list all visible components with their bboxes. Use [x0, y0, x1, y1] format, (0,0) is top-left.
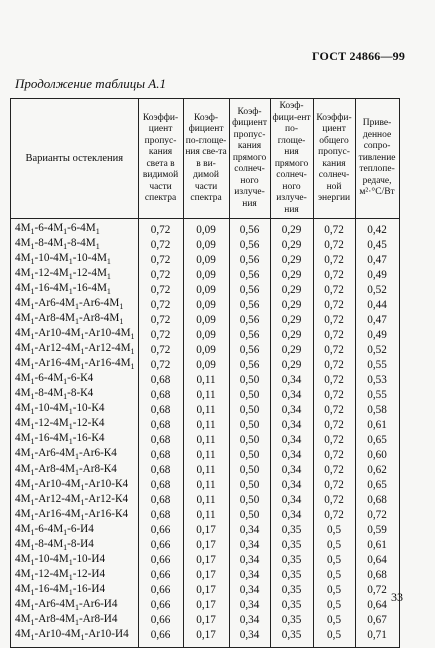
glazing-variant-cell: $4М_1-16-4М_1-16-И4$ — [11, 584, 139, 599]
table-row — [11, 448, 400, 463]
value-cell: 0,66 — [138, 599, 183, 614]
value-cell: 0,68 — [138, 479, 183, 494]
value-cell: 0,66 — [138, 539, 183, 554]
value-cell: 0,5 — [313, 599, 355, 614]
value-cell: 0,66 — [138, 629, 183, 648]
value-cell: 0,09 — [183, 253, 229, 268]
value-cell: 0,34 — [270, 494, 313, 509]
value-cell: 0,66 — [138, 524, 183, 539]
value-cell: 0,11 — [183, 403, 229, 418]
value-cell: 0,72 — [313, 494, 355, 509]
table-row — [11, 599, 400, 614]
value-cell: 0,11 — [183, 418, 229, 433]
table-row — [11, 238, 400, 253]
value-cell: 0,68 — [138, 433, 183, 448]
value-cell: 0,11 — [183, 448, 229, 463]
value-cell: 0,09 — [183, 298, 229, 313]
value-cell: 0,11 — [183, 509, 229, 524]
value-cell: 0,72 — [138, 253, 183, 268]
value-cell: 0,72 — [313, 433, 355, 448]
value-cell: 0,50 — [229, 373, 270, 388]
value-cell: 0,72 — [138, 328, 183, 343]
standard-number: ГОСТ 24866—99 — [312, 49, 406, 63]
value-cell: 0,29 — [270, 253, 313, 268]
table-row — [11, 524, 400, 539]
value-cell: 0,5 — [313, 554, 355, 569]
value-cell: 0,71 — [355, 629, 399, 648]
value-cell: 0,29 — [270, 238, 313, 253]
value-cell: 0,11 — [183, 433, 229, 448]
value-cell: 0,72 — [138, 343, 183, 358]
table-row — [11, 373, 400, 388]
value-cell: 0,62 — [355, 464, 399, 479]
table-row — [11, 584, 400, 599]
value-cell: 0,72 — [313, 219, 355, 239]
value-cell: 0,35 — [270, 584, 313, 599]
value-cell: 0,56 — [229, 283, 270, 298]
value-cell: 0,56 — [229, 238, 270, 253]
value-cell: 0,72 — [313, 479, 355, 494]
value-cell: 0,72 — [313, 388, 355, 403]
value-cell: 0,72 — [138, 298, 183, 313]
table-row — [11, 479, 400, 494]
value-cell: 0,47 — [355, 313, 399, 328]
value-cell: 0,34 — [229, 569, 270, 584]
value-cell: 0,72 — [313, 238, 355, 253]
glazing-variant-cell: $4М_1-Ar6-4М_1-Ar6-4М_1$ — [11, 298, 139, 313]
table-row — [11, 358, 400, 373]
table-row — [11, 494, 400, 509]
value-cell: 0,50 — [229, 464, 270, 479]
glazing-variant-cell: $4М_1-Ar8-4М_1-Ar8-4М_1$ — [11, 313, 139, 328]
value-cell: 0,72 — [313, 373, 355, 388]
value-cell: 0,53 — [355, 373, 399, 388]
table-row — [11, 219, 400, 239]
col-header-solar-absorption: Коэф-фици-ент по-глоще-ния прямого солнеч-ного излуче-ния — [270, 99, 313, 219]
value-cell: 0,17 — [183, 554, 229, 569]
value-cell: 0,35 — [270, 554, 313, 569]
table-row — [11, 418, 400, 433]
value-cell: 0,34 — [270, 433, 313, 448]
value-cell: 0,68 — [138, 418, 183, 433]
table-row — [11, 313, 400, 328]
value-cell: 0,72 — [313, 313, 355, 328]
value-cell: 0,56 — [229, 268, 270, 283]
value-cell: 0,44 — [355, 298, 399, 313]
value-cell: 0,56 — [229, 358, 270, 373]
glazing-variant-cell: $4М_1-8-4М_1-8-К4$ — [11, 388, 139, 403]
value-cell: 0,72 — [138, 358, 183, 373]
value-cell: 0,66 — [138, 584, 183, 599]
value-cell: 0,72 — [313, 328, 355, 343]
value-cell: 0,17 — [183, 569, 229, 584]
value-cell: 0,35 — [270, 569, 313, 584]
value-cell: 0,5 — [313, 569, 355, 584]
value-cell: 0,52 — [355, 283, 399, 298]
value-cell: 0,11 — [183, 479, 229, 494]
glazing-variant-cell: $4М_1-Ar10-4М_1-Ar10-И4$ — [11, 629, 139, 648]
value-cell: 0,11 — [183, 464, 229, 479]
value-cell: 0,09 — [183, 358, 229, 373]
glazing-variant-cell: $4М_1-Ar10-4М_1-Ar10-К4$ — [11, 479, 139, 494]
value-cell: 0,72 — [355, 509, 399, 524]
value-cell: 0,72 — [313, 283, 355, 298]
value-cell: 0,29 — [270, 328, 313, 343]
table-row — [11, 328, 400, 343]
glazing-variant-cell: $4М_1-10-4М_1-10-И4$ — [11, 554, 139, 569]
value-cell: 0,50 — [229, 448, 270, 463]
glazing-variant-cell: $4М_1-6-4М_1-6-4М_1$ — [11, 219, 139, 239]
value-cell: 0,34 — [270, 479, 313, 494]
value-cell: 0,5 — [313, 524, 355, 539]
value-cell: 0,29 — [270, 358, 313, 373]
glazing-variant-cell: $4М_1-6-4М_1-6-И4$ — [11, 524, 139, 539]
value-cell: 0,29 — [270, 268, 313, 283]
table-row — [11, 509, 400, 524]
value-cell: 0,09 — [183, 343, 229, 358]
value-cell: 0,72 — [138, 268, 183, 283]
value-cell: 0,17 — [183, 584, 229, 599]
value-cell: 0,65 — [355, 479, 399, 494]
value-cell: 0,56 — [229, 219, 270, 239]
value-cell: 0,29 — [270, 298, 313, 313]
value-cell: 0,56 — [229, 313, 270, 328]
value-cell: 0,35 — [270, 524, 313, 539]
value-cell: 0,68 — [355, 569, 399, 584]
glazing-table — [10, 98, 400, 648]
value-cell: 0,34 — [229, 584, 270, 599]
table-row — [11, 539, 400, 554]
value-cell: 0,35 — [270, 614, 313, 629]
value-cell: 0,49 — [355, 328, 399, 343]
col-header-thermal-resistance: Приве-денное сопро-тивление теплопе-редаче, м²·°С/Вт — [355, 99, 399, 219]
glazing-variant-cell: $4М_1-Ar8-4М_1-Ar8-К4$ — [11, 464, 139, 479]
glazing-variant-cell: $4М_1-16-4М_1-16-4М_1$ — [11, 283, 139, 298]
glazing-variant-cell: $4М_1-Ar8-4М_1-Ar8-И4$ — [11, 614, 139, 629]
value-cell: 0,17 — [183, 614, 229, 629]
value-cell: 0,68 — [138, 464, 183, 479]
value-cell: 0,11 — [183, 373, 229, 388]
table-row — [11, 554, 400, 569]
value-cell: 0,72 — [313, 253, 355, 268]
value-cell: 0,50 — [229, 509, 270, 524]
value-cell: 0,72 — [313, 464, 355, 479]
value-cell: 0,61 — [355, 418, 399, 433]
value-cell: 0,72 — [138, 219, 183, 239]
value-cell: 0,17 — [183, 629, 229, 648]
value-cell: 0,34 — [270, 464, 313, 479]
value-cell: 0,68 — [138, 388, 183, 403]
value-cell: 0,09 — [183, 268, 229, 283]
glazing-variant-cell: $4М_1-Ar16-4М_1-Ar16-К4$ — [11, 509, 139, 524]
value-cell: 0,29 — [270, 219, 313, 239]
value-cell: 0,50 — [229, 494, 270, 509]
value-cell: 0,72 — [138, 238, 183, 253]
glazing-variant-cell: $4М_1-6-4М_1-6-К4$ — [11, 373, 139, 388]
value-cell: 0,34 — [229, 524, 270, 539]
value-cell: 0,50 — [229, 403, 270, 418]
value-cell: 0,66 — [138, 614, 183, 629]
value-cell: 0,61 — [355, 539, 399, 554]
value-cell: 0,68 — [138, 448, 183, 463]
value-cell: 0,72 — [313, 298, 355, 313]
value-cell: 0,50 — [229, 418, 270, 433]
glazing-variant-cell: $4М_1-8-4М_1-8-И4$ — [11, 539, 139, 554]
value-cell: 0,11 — [183, 494, 229, 509]
value-cell: 0,52 — [355, 343, 399, 358]
col-header-solar-transmission: Коэф-фициент пропус-кания прямого солнеч-ного излуче-ния — [229, 99, 270, 219]
value-cell: 0,72 — [313, 403, 355, 418]
value-cell: 0,68 — [138, 494, 183, 509]
value-cell: 0,11 — [183, 388, 229, 403]
value-cell: 0,66 — [138, 569, 183, 584]
value-cell: 0,47 — [355, 253, 399, 268]
table-row — [11, 268, 400, 283]
value-cell: 0,56 — [229, 253, 270, 268]
value-cell: 0,50 — [229, 388, 270, 403]
table-row — [11, 433, 400, 448]
glazing-variant-cell: $4М_1-8-4М_1-8-4М_1$ — [11, 238, 139, 253]
value-cell: 0,09 — [183, 238, 229, 253]
value-cell: 0,72 — [313, 448, 355, 463]
col-header-light-absorption: Коэф-фициент по-глоще-ния све-та в ви-димой части спектра — [183, 99, 229, 219]
value-cell: 0,67 — [355, 614, 399, 629]
value-cell: 0,56 — [229, 328, 270, 343]
value-cell: 0,72 — [313, 343, 355, 358]
value-cell: 0,50 — [229, 479, 270, 494]
table-row — [11, 298, 400, 313]
value-cell: 0,34 — [270, 403, 313, 418]
glazing-variant-cell: $4М_1-10-4М_1-10-К4$ — [11, 403, 139, 418]
value-cell: 0,55 — [355, 388, 399, 403]
table-row — [11, 629, 400, 648]
glazing-variant-cell: $4М_1-12-4М_1-12-К4$ — [11, 418, 139, 433]
value-cell: 0,34 — [229, 539, 270, 554]
table-row — [11, 403, 400, 418]
value-cell: 0,29 — [270, 343, 313, 358]
value-cell: 0,34 — [229, 629, 270, 648]
value-cell: 0,68 — [138, 403, 183, 418]
table-row — [11, 283, 400, 298]
value-cell: 0,68 — [355, 494, 399, 509]
value-cell: 0,68 — [138, 509, 183, 524]
value-cell: 0,72 — [313, 509, 355, 524]
value-cell: 0,72 — [138, 283, 183, 298]
value-cell: 0,34 — [270, 388, 313, 403]
glazing-variant-cell: $4М_1-Ar12-4М_1-Ar12-4М_1$ — [11, 343, 139, 358]
value-cell: 0,64 — [355, 599, 399, 614]
value-cell: 0,34 — [270, 509, 313, 524]
value-cell: 0,29 — [270, 283, 313, 298]
value-cell: 0,45 — [355, 238, 399, 253]
value-cell: 0,09 — [183, 283, 229, 298]
value-cell: 0,60 — [355, 448, 399, 463]
value-cell: 0,35 — [270, 599, 313, 614]
table-row — [11, 614, 400, 629]
value-cell: 0,09 — [183, 219, 229, 239]
col-header-total-solar-energy: Коэффи-циент общего пропус-кания солнеч-ной энергии — [313, 99, 355, 219]
value-cell: 0,29 — [270, 313, 313, 328]
value-cell: 0,35 — [270, 629, 313, 648]
table-row — [11, 343, 400, 358]
table-row — [11, 388, 400, 403]
value-cell: 0,34 — [270, 373, 313, 388]
value-cell: 0,72 — [313, 418, 355, 433]
table-row — [11, 464, 400, 479]
value-cell: 0,64 — [355, 554, 399, 569]
value-cell: 0,72 — [313, 358, 355, 373]
value-cell: 0,72 — [313, 268, 355, 283]
value-cell: 0,17 — [183, 599, 229, 614]
glazing-variant-cell: $4М_1-Ar16-4М_1-Ar16-4М_1$ — [11, 358, 139, 373]
value-cell: 0,09 — [183, 313, 229, 328]
value-cell: 0,5 — [313, 629, 355, 648]
value-cell: 0,72 — [355, 584, 399, 599]
value-cell: 0,50 — [229, 433, 270, 448]
glazing-variant-cell: $4М_1-10-4М_1-10-4М_1$ — [11, 253, 139, 268]
value-cell: 0,68 — [138, 373, 183, 388]
glazing-variant-cell: $4М_1-Ar10-4М_1-Ar10-4М_1$ — [11, 328, 139, 343]
value-cell: 0,34 — [270, 448, 313, 463]
table-row — [11, 569, 400, 584]
value-cell: 0,5 — [313, 584, 355, 599]
glazing-variant-cell: $4М_1-16-4М_1-16-К4$ — [11, 433, 139, 448]
value-cell: 0,59 — [355, 524, 399, 539]
value-cell: 0,5 — [313, 539, 355, 554]
value-cell: 0,35 — [270, 539, 313, 554]
glazing-variant-cell: $4М_1-12-4М_1-12-И4$ — [11, 569, 139, 584]
table-caption: Продолжение таблицы А.1 — [15, 76, 166, 91]
value-cell: 0,34 — [229, 599, 270, 614]
glazing-variant-cell: $4М_1-12-4М_1-12-4М_1$ — [11, 268, 139, 283]
value-cell: 0,58 — [355, 403, 399, 418]
value-cell: 0,34 — [229, 614, 270, 629]
glazing-variant-cell: $4М_1-Ar6-4М_1-Ar6-К4$ — [11, 448, 139, 463]
value-cell: 0,34 — [229, 554, 270, 569]
table-row — [11, 253, 400, 268]
value-cell: 0,56 — [229, 343, 270, 358]
col-header-light-transmission: Коэффи-циент пропус-кания света в видимой части спектра — [138, 99, 183, 219]
value-cell: 0,5 — [313, 614, 355, 629]
glazing-variant-cell: $4М_1-Ar6-4М_1-Ar6-И4$ — [11, 599, 139, 614]
value-cell: 0,17 — [183, 524, 229, 539]
value-cell: 0,49 — [355, 268, 399, 283]
glazing-variant-cell: $4М_1-Ar12-4М_1-Ar12-К4$ — [11, 494, 139, 509]
value-cell: 0,66 — [138, 554, 183, 569]
page-number: 33 — [391, 590, 403, 604]
value-cell: 0,56 — [229, 298, 270, 313]
value-cell: 0,55 — [355, 358, 399, 373]
value-cell: 0,72 — [138, 313, 183, 328]
value-cell: 0,09 — [183, 328, 229, 343]
value-cell: 0,34 — [270, 418, 313, 433]
value-cell: 0,17 — [183, 539, 229, 554]
value-cell: 0,42 — [355, 219, 399, 239]
value-cell: 0,65 — [355, 433, 399, 448]
col-header-variant: Варианты остекления — [11, 99, 139, 219]
